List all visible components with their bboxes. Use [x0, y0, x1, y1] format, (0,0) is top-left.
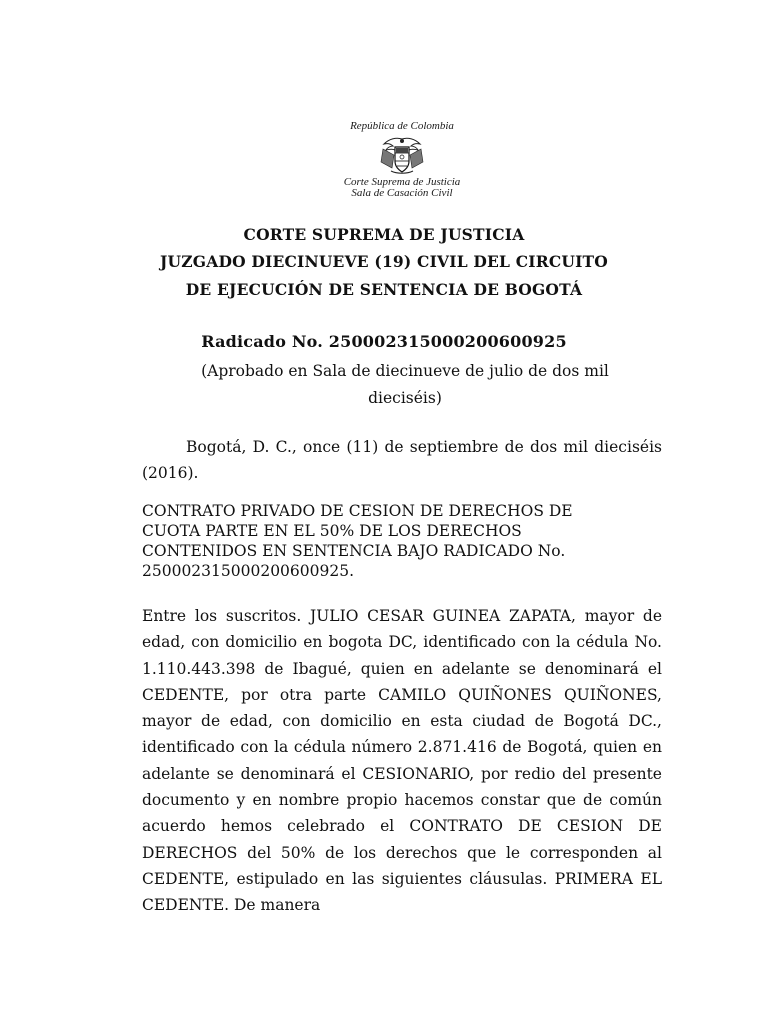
- letterhead-country: República de Colombia: [350, 120, 454, 132]
- letterhead-court: Corte Suprema de Justicia: [343, 176, 461, 188]
- contract-title: CONTRATO PRIVADO DE CESION DE DERECHOS DE CUOTA PARTE EN EL 50% DE LOS DERECHOS CONTENIDOS EN SENTENCIA BAJO RADICADO No. 250002315000200600925.: [142, 502, 573, 580]
- approval-note: (Aprobado en Sala de diecinueve de julio de dos mil dieciséis): [201, 362, 609, 407]
- heading-juzgado: JUZGADO DIECINUEVE (19) CIVIL DEL CIRCUITO: [160, 252, 608, 271]
- heading-ejecucion: DE EJECUCIÓN DE SENTENCIA DE BOGOTÁ: [185, 280, 583, 299]
- letterhead: [300, 121, 504, 199]
- letterhead-chamber: Sala de Casación Civil: [351, 187, 453, 199]
- date-paragraph: Bogotá, D. C., once (11) de septiembre de dos mil dieciséis (2016).: [142, 438, 662, 482]
- heading-court: CORTE SUPREMA DE JUSTICIA: [243, 225, 525, 244]
- coat-of-arms-icon: [375, 135, 429, 175]
- case-number: Radicado No. 250002315000200600925: [201, 332, 567, 351]
- body-paragraph: Entre los suscritos. JULIO CESAR GUINEA ZAPATA, mayor de edad, con domicilio en bogota DC, identificado con la cédula No. 1.110.443.398 de Ibagué, quien en adelante se denominará el CEDENTE, por otra parte CAMILO QUIÑONES QUIÑONES, mayor de edad, con domicilio en esta ciudad de Bogotá DC., identificado con la cédula número 2.871.416 de Bogotá, quien en adelante se denominará el CESIONARIO, por redio del presente documento y en nombre propio hacemos constar que de común acuerdo hemos celebrado el CONTRATO DE CESION DE DERECHOS del 50% de los derechos que le corresponden al CEDENTE, estipulado en las siguientes cláusulas. PRIMERA EL CEDENTE. De manera: [142, 607, 662, 915]
